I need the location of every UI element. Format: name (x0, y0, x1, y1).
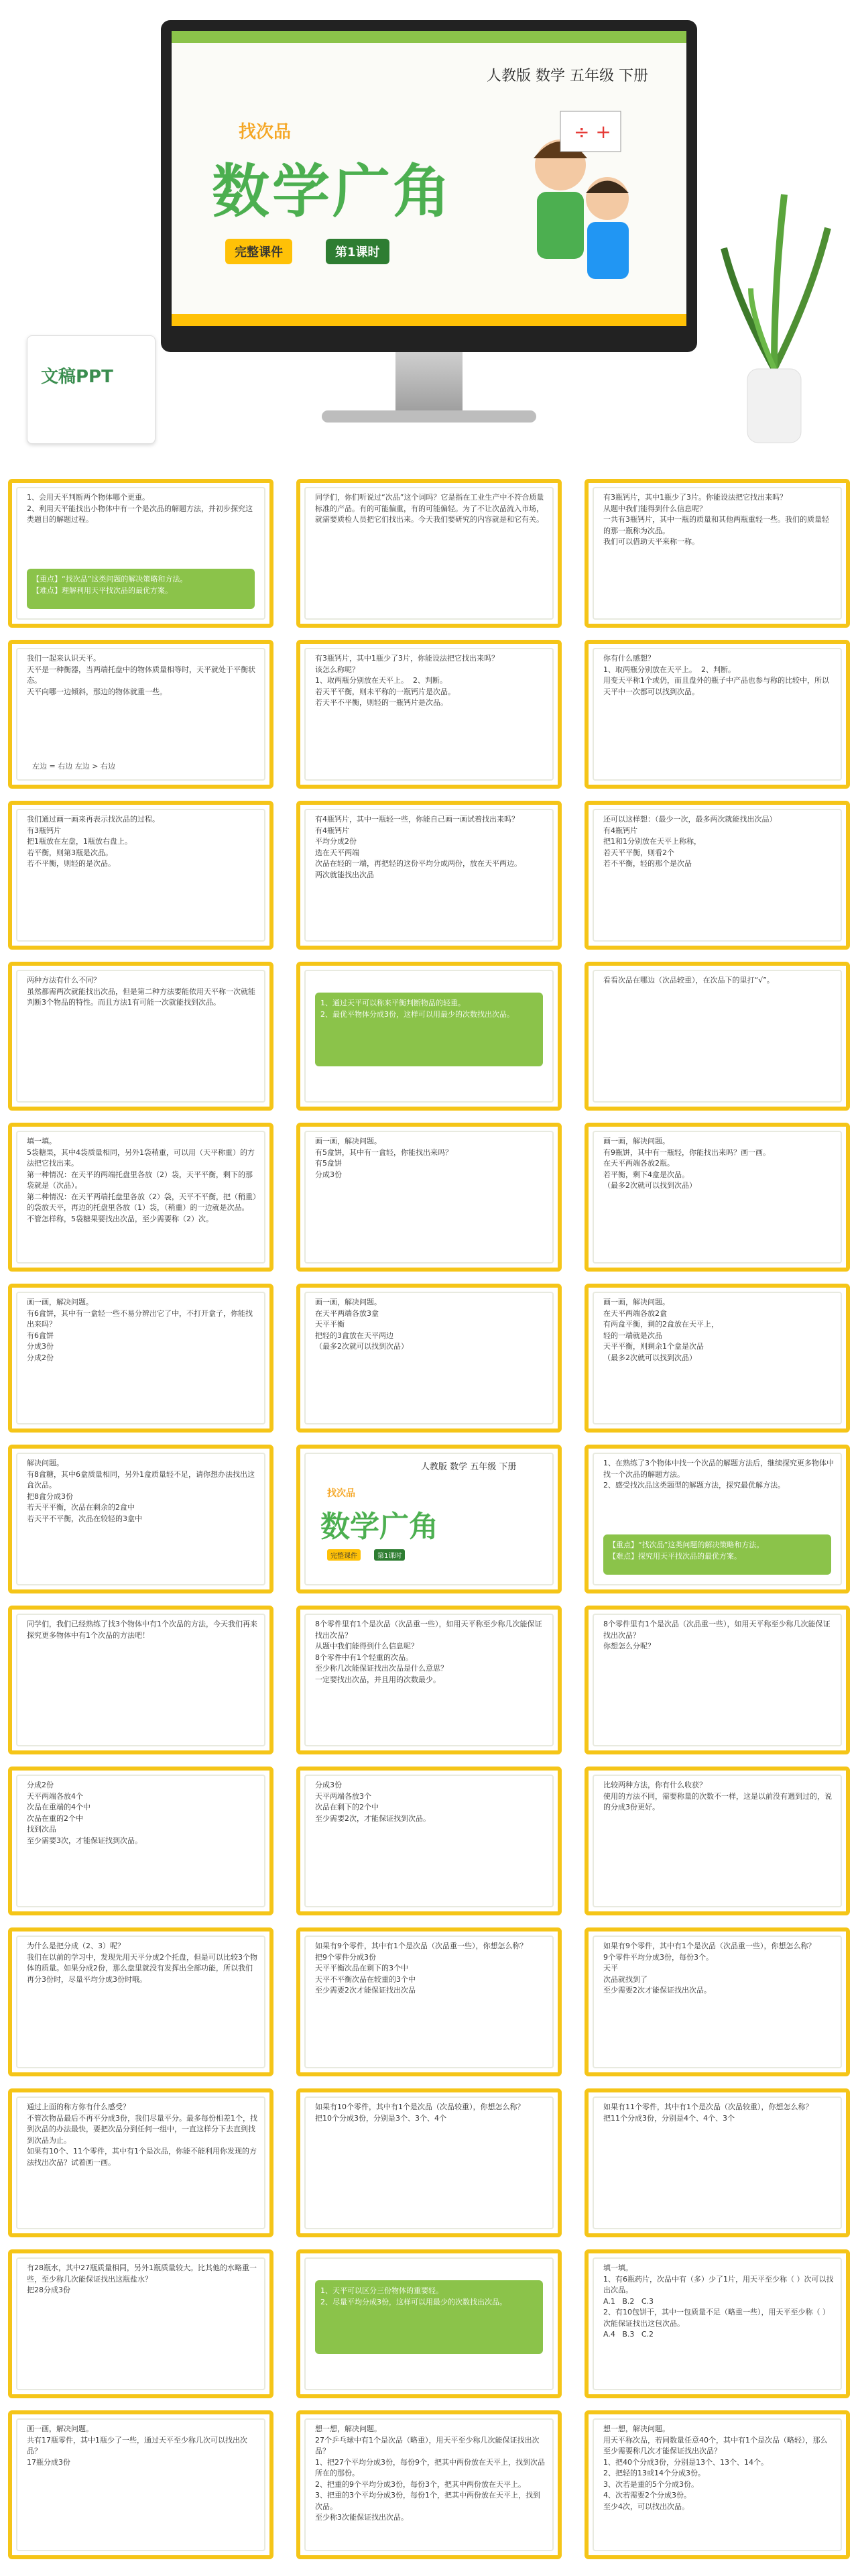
desk-calendar (27, 335, 156, 444)
slide-s23 (296, 1606, 562, 1754)
hero-subtitle: 人教版 数学 五年级 下册 (487, 68, 648, 85)
slide-s30 (585, 1927, 850, 2076)
slide-summary-box: 【重点】“找次品”这类问题的解决策略和方法。 【难点】探究用天平找次品的最优方案。 (603, 1534, 831, 1575)
slide-body-text: 解决问题。 有8盒糖，其中6盒质量相同，另外1盒质量轻不足，请你想办法找出这盒次品。 把8盒分成3份 若天平平衡，次品在剩余的2盒中 若天平不平衡，次品在较轻的3盒中 (27, 1459, 255, 1523)
slide-summary-box: 【重点】“找次品”这类问题的解决策略和方法。 【难点】理解利用天平找次品的最优方案。 (27, 569, 255, 609)
hero-banner (0, 0, 858, 469)
slide-s35 (296, 2249, 562, 2398)
slide-body-text: 1、在熟练了3个物体中找一个次品的解题方法后，继续探究更多物体中找一个次品的解题方法。 2、感受找次品这类题型的解题方法，探究最优解方法。 (603, 1459, 834, 1490)
slide-body-text: 分成2份 天平两端各放4个 次品在重端的4个中 次品在重的2个中 找到次品 至少需要3次，才能保证找到次品。 (27, 1781, 142, 1845)
slide-body-text: 画一画，解决问题。 在天平两端各放3盒 天平平衡 把轻的3盒放在天平两边 （最多2次就可以找到次品） (315, 1298, 408, 1351)
slide-body-text: 如果有11个零件，其中有1个是次品（次品较重），你想怎么称？ 把11个分成3份，分别是4个、4个、3个 (603, 2103, 813, 2123)
slide-body-text: 同学们，你们听说过“次品”这个词吗？它是指在工业生产中不符合质量标准的产品。有的可能偏重，有的可能偏轻。为了不让次品流入市场，就需要质检人员把它们找出来。今天我们要研究的内容就是和它有关。 (315, 493, 544, 524)
slide-s15 (585, 1123, 850, 1272)
slide-body-text: 还可以这样想：（最少一次，最多两次就能找出次品） 有4瓶钙片 把1和1分别放在天平上称称， 若天平平衡，则看2个 若不平衡，轻的那个是次品 (603, 815, 777, 868)
slide-s14 (296, 1123, 562, 1272)
slide-s3 (585, 479, 850, 628)
slide-s10 (8, 962, 273, 1111)
slide-body-text: 画一画，解决问题。 共有17瓶零件，其中1瓶少了一些，通过天平至少称几次可以找出次品？ 17瓶分成3份 (27, 2424, 247, 2467)
slide-s22 (8, 1606, 273, 1754)
slide-badge-lesson: 第1课时 (374, 1549, 405, 1561)
slide-body-text: 画一画，解决问题。 有5盒饼，其中有一盒轻，你能找出来吗？ 有5盒饼 分成3份 (315, 1137, 452, 1179)
slide-frame (593, 970, 842, 1103)
slide-s11 (296, 962, 562, 1111)
slide-s38 (296, 2410, 562, 2559)
slide-body-text: 画一画，解决问题。 在天平两端各放2盒 有两盒平衡，剩的2盒放在天平上， 轻的一端就是次品 天平平衡，则剩余1个盒是次品 （最多2次就可以找到次品） (603, 1298, 719, 1362)
svg-text:÷ +: ÷ + (574, 121, 611, 143)
slide-body-text: 有4瓶钙片，其中一瓶轻一些，你能自己画一画试着找出来吗？ 有4瓶钙片 平均分成2份 选在天平两端 次品在轻的一端，再把轻的这份平均分成两份，放在天平两边。 两次就能找出次品 (315, 815, 522, 879)
slide-body-text: 1、会用天平判断两个物体哪个更重。 2、利用天平能找出小物体中有一个是次品的解题方法，并初步探究这类题目的解题过程。 (27, 493, 253, 524)
slide-s18 (585, 1284, 850, 1433)
slide-body-text: 填一填。 1、有6瓶药片，次品中有（多）少了1片，用天平至少称（ ）次可以找出次品。 A.1 B.2 C.3 2、有10包饼干，其中一包质量不足（略重一些），用天平至少称（ ）次能保证找出这包次品。 A.4 B.3 C.2 (603, 2263, 834, 2339)
slide-kicker: 找次品 (327, 1488, 355, 1499)
screen-top-bar (172, 31, 686, 43)
slide-body-text: 如果有10个零件，其中有1个是次品（次品较重），你想怎么称？ 把10个分成3份，分别是3个、3个、4个 (315, 2103, 525, 2123)
slide-summary-box: 1、天平可以区分三份物体的重要轻。 2、尽量平均分成3份，这样可以用最少的次数找出次品。 (315, 2280, 543, 2354)
slide-s4 (8, 640, 273, 789)
slide-s31 (8, 2088, 273, 2237)
slide-s2 (296, 479, 562, 628)
slide-body-text: 同学们，我们已经熟练了找3个物体中有1个次品的方法，今天我们再来探究更多物体中有1个次品的方法吧！ (27, 1620, 257, 1640)
slide-s21 (585, 1445, 850, 1593)
slide-body-text: 我们通过画一画来再表示找次品的过程。 有3瓶钙片 把1瓶放在左盘，1瓶放右盘上。 若平衡，则第3瓶是次品。 若不平衡，则轻的是次品。 (27, 815, 160, 868)
brand-logo: 文稿PPT (41, 367, 113, 387)
slide-body-text: 画一画，解决问题。 有9瓶饼，其中有一瓶轻，你能找出来吗？画一画。 在天平两端各放2瓶。 若平衡，剩下4盒是次品。 （最多2次就可以找到次品） (603, 1137, 770, 1190)
hero-kicker: 找次品 (239, 122, 292, 142)
slide-body-text: 8个零件里有1个是次品（次品重一些），如用天平称至少称几次能保证找出次品？ 从题中我们能得到什么信息呢？ 8个零件中有1个轻重的次品。 至少称几次能保证找出次品是什么意思？ 一定要找出次品，并且用的次数最少。 (315, 1620, 542, 1684)
slide-body-text: 填一填。 5袋糖果，其中4袋质量相同，另外1袋稍重，可以用（天平称重）的方法把它找出来。 第一种情况：在天平的两端托盘里各放（2）袋，天平平衡，剩下的那袋就是（次品）。 第二种情况：在天平两端托盘里各放（2）袋，天平不平衡，把（稍重）的袋放天平，再边的托盘里各放（1）袋，（稍重）的一边就是次品。 不管怎样称，5袋糖果要找出次品，至少需要称（2）次。 (27, 1137, 257, 1223)
slide-s28 (8, 1927, 273, 2076)
slide-s32 (296, 2088, 562, 2237)
slide-body-text: 想一想，解决问题。 27个乒乓球中有1个是次品（略重），用天平至少称几次能保证找出次品？ 1、把27个平均分成3份，每份9个，把其中两份放在天平上，找到次品所在的那份。 2、把重的9个平均分成3份，每份3个，把其中两份放在天平上。 3、把重的3个平均分成3份，每份1个，把其中两份放在天平上，找到次品。 至少称3次能保证找出次品。 (315, 2424, 545, 2522)
monitor-stand-neck (395, 352, 463, 412)
screen-bottom-bar (172, 314, 686, 326)
slide-s12 (585, 962, 850, 1111)
slide-body-text: 如果有9个零件，其中有1个是次品（次品重一些），你想怎么称？ 把9个零件分成3份 天平平衡次品在剩下的3个中 天平不平衡次品在较重的3个中 至少需要2次才能保证找出次品 (315, 1942, 528, 1995)
slide-s25 (8, 1767, 273, 1915)
slide-s27 (585, 1767, 850, 1915)
hero-title: 数学广角 (212, 158, 453, 225)
slide-caption: 左边 = 右边 左边 > 右边 (32, 762, 115, 771)
slide-s24 (585, 1606, 850, 1754)
slide-body-text: 如果有9个零件，其中有1个是次品（次品重一些），你想怎么称？ 9个零件平均分成3份，每份3个。 天平 次品就找到了 至少需要2次才能保证找出次品。 (603, 1942, 816, 1995)
monitor-screen (172, 31, 686, 326)
slide-body-text: 为什么是把分成（2、3）呢？ 我们在以前的学习中，发现先用天平分成2个托盘，但是可以比较3个物体的质量。如果分成2份，那么盘里就没有发挥出全部功能，所以我们再分3份时，尽量平均分成3份时哦。 (27, 1942, 257, 1984)
slide-body-text: 我们一起来认识天平。 天平是一种衡器，当两端托盘中的物体质量相等时，天平就处于平衡状态。 天平向哪一边倾斜，那边的物体就重一些。 (27, 654, 255, 696)
slide-body-text: 两种方法有什么不同？ 虽然都需两次就能找出次品，但是第二种方法要能依用天平称一次就能判断3个物品的特性。而且方法1有可能一次就能找到次品。 (27, 976, 255, 1007)
slide-s20 (296, 1445, 562, 1593)
monitor-frame (161, 20, 697, 352)
slide-s8 (296, 801, 562, 950)
slide-body-text: 有3瓶钙片，其中1瓶少了3片。你能设法把它找出来吗？ 从题中我们能得到什么信息呢？ 一共有3瓶钙片，其中一瓶的质量和其他两瓶重轻一些。我们的质量轻的那一瓶称为次品。 我们可以借助天平来称一称。 (603, 493, 829, 546)
slide-body-text: 有3瓶钙片，其中1瓶少了3片，你能设法把它找出来吗？ 该怎么称呢？ 1、取两瓶分别放在天平上。 2、判断。 若天平平衡，则未平称的一瓶钙片是次品。 若天平不平衡，则轻的一瓶钙片是次品。 (315, 654, 499, 707)
slide-summary-box: 1、通过天平可以称来平衡判断物品的轻重。 2、最优平物体分成3份，这样可以用最少的次数找出次品。 (315, 993, 543, 1066)
slide-s16 (8, 1284, 273, 1433)
slide-body-text: 分成3份 天平两端各放3个 次品在剩下的2个中 至少需要2次，才能保证找到次品。 (315, 1781, 430, 1823)
slide-body-text: 看看次品在哪边（次品较重），在次品下的里打“√”。 (603, 976, 774, 985)
slide-body-text: 你有什么感想？ 1、取两瓶分别放在天平上。 2、判断。 用变天平称1个或仍，而且盘外的瓶子中产品也参与称的比较中，所以天平中一次都可以找到次品。 (603, 654, 829, 696)
slide-s1 (8, 479, 273, 628)
slide-body-text: 8个零件里有1个是次品（次品重一些），如用天平称至少称几次能保证找出次品？ 你想怎么分呢？ (603, 1620, 831, 1650)
slide-s34 (8, 2249, 273, 2398)
slide-s36 (585, 2249, 850, 2398)
slide-s9 (585, 801, 850, 950)
slide-body-text: 想一想，解决问题。 用天平称次品，若同数量任意40个，其中有1个是次品（略轻），那么至少需要称几次才能保证找出次品？ 1、把40个分成3份，分别是13个、13个、14个。 2、把轻的13或14个分成3份。 3、次若是重的5个分成3份。 4、次若需要2个分成3份。 至少4次，可以找出次品。 (603, 2424, 828, 2511)
hero-badge-complete: 完整课件 (225, 239, 292, 264)
slide-badge-complete: 完整课件 (327, 1549, 361, 1561)
slide-s26 (296, 1767, 562, 1915)
slide-s19 (8, 1445, 273, 1593)
slide-s29 (296, 1927, 562, 2076)
slide-title: 数学广角 (320, 1510, 438, 1544)
slide-body-text: 画一画，解决问题。 有6盒饼，其中有一盒轻一些不易分辨出它了中，不打开盒子，你能找出来吗？ 有6盒饼 分成3份 分成2份 (27, 1298, 253, 1362)
slide-body-text: 比较两种方法，你有什么收获？ 使用的方法不同，需要称量的次数不一样，这是以前没有遇到过的，说的分成3份更好。 (603, 1781, 832, 1811)
slide-body-text: 有28瓶水，其中27瓶质量相同，另外1瓶质量较大。比其他的水略重一些，至少称几次能保证找出这瓶盐水？ 把28分成3份 (27, 2263, 257, 2294)
slide-s37 (8, 2410, 273, 2559)
slide-s6 (585, 640, 850, 789)
slide-subtitle: 人教版 数学 五年级 下册 (421, 1462, 517, 1472)
slide-s5 (296, 640, 562, 789)
kids-illustration-icon (507, 105, 654, 292)
plant-icon (711, 168, 838, 449)
slide-s7 (8, 801, 273, 950)
slide-s17 (296, 1284, 562, 1433)
hero-badge-lesson: 第1课时 (326, 239, 389, 264)
slide-s39 (585, 2410, 850, 2559)
slide-s33 (585, 2088, 850, 2237)
monitor-stand-base (322, 410, 536, 423)
slide-s13 (8, 1123, 273, 1272)
slide-body-text: 通过上面的称方你有什么感受？ 不管次物品最后不再平分成3份，我们尽量平分。最多每份相差1个，找到次品的办法最快，要把次品分到任何一组中，一直这样分下去直到找到次品为止。 如果有10个、11个零件，其中有1个是次品，你能不能利用你发现的方法找出次品？试着画一画。 (27, 2103, 257, 2167)
